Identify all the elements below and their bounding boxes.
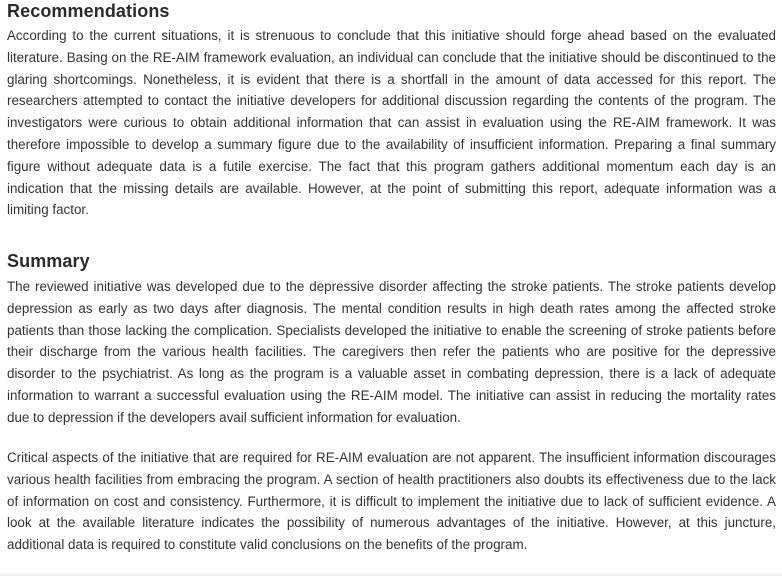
- summary-paragraph-2: Critical aspects of the initiative that are required for RE-AIM evaluation are not apparent. The insufficient information discourages various health facilities from embracing the program. A section of health practitioners also doubts its effectiveness due to the lack of information on cost and consistency. Furthermore, it is difficult to implement the initiative due to lack of sufficient evidence. A look at the available literature indicates the possibility of numerous advantages of the initiative. However, at this juncture, additional data is required to constitute valid conclusions on the benefits of the program.: [7, 450, 776, 553]
- bottom-scroll-fade: [0, 572, 782, 576]
- recommendations-paragraph: According to the current situations, it is strenuous to conclude that this initiative should forge ahead based on the evaluated literature. Basing on the RE-AIM framework evaluation, an individual can conclude that the initiative should be discontinued to the glaring shortcomings. Nonetheless, it is evident that there is a shortfall in the amount of data accessed for this report. The researchers attempted to contact the initiative developers for additional discussion regarding the contents of the program. The investigators were curious to obtain additional information that can assist in evaluation using the RE-AIM framework. It was therefore impossible to develop a summary figure due to the availability of insufficient information. Preparing a final summary figure without adequate data is a futile exercise. The fact that this program gathers additional momentum each day is an indication that the missing details are available. However, at the point of submitting this report, adequate information was a limiting factor.: [7, 28, 776, 218]
- summary-paragraph-1: The reviewed initiative was developed due to the depressive disorder affecting the stroke patients. The stroke patients develop depression as early as two days after diagnosis. The mental condition results in high death rates among the affected stroke patients than those lacking the complication. Specialists developed the initiative to enable the screening of stroke patients before their discharge from the various health facilities. The caregivers then refer the patients who are positive for the depressive disorder to the psychiatrist. As long as the program is a valuable asset in combating depression, there is a lack of adequate information to warrant a successful evaluation using the RE-AIM model. The initiative can assist in reducing the mortality rates due to depression if the developers avail sufficient information for evaluation.: [7, 279, 776, 425]
- summary-heading: Summary: [7, 251, 90, 271]
- recommendations-heading: Recommendations: [7, 1, 170, 21]
